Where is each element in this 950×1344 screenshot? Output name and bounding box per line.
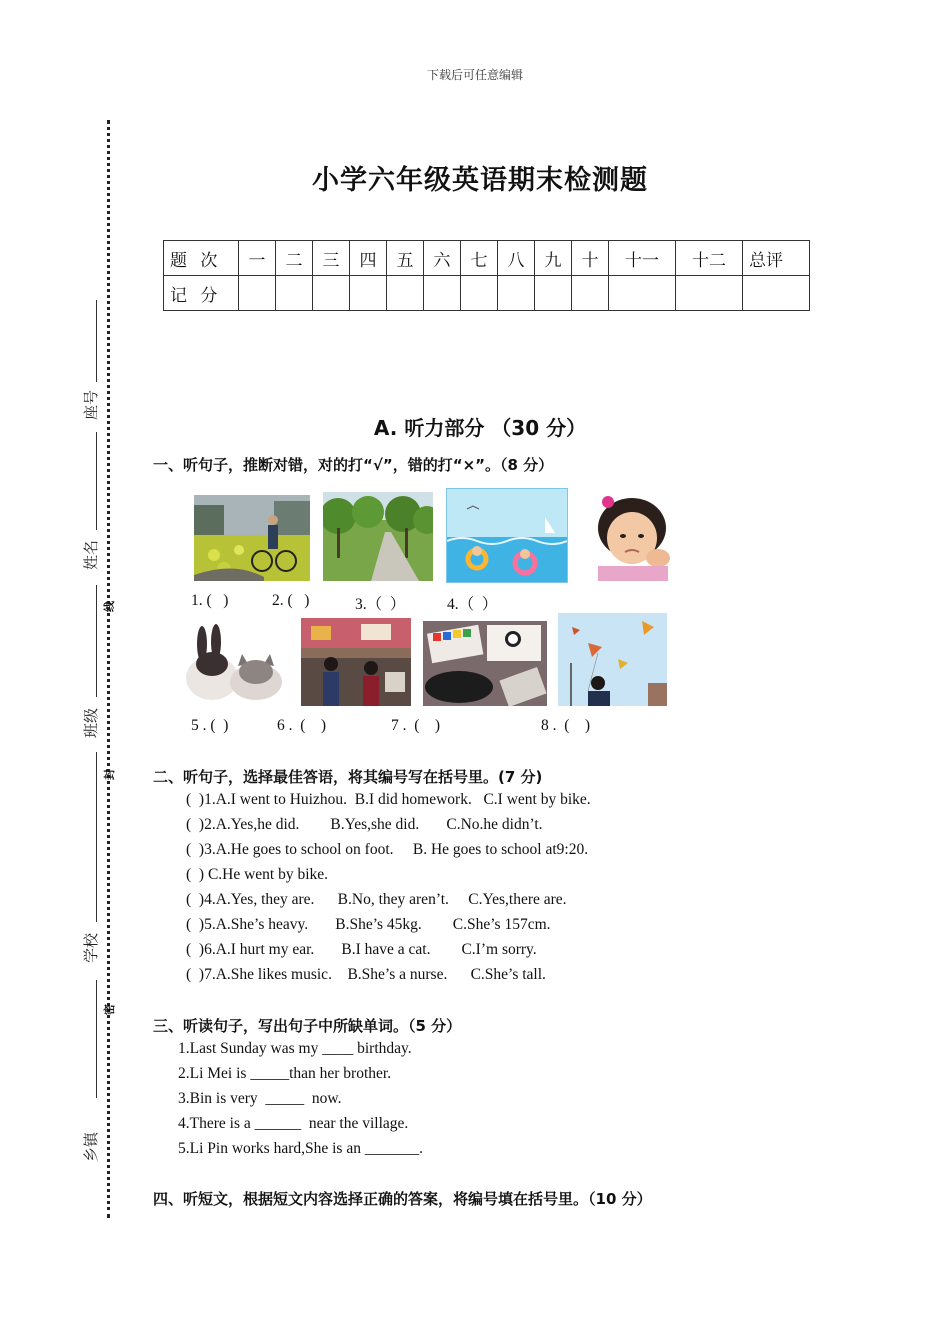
answer-label: 6 . ( ) bbox=[277, 717, 327, 734]
kites-flying-photo bbox=[558, 613, 667, 706]
sad-girl-photo bbox=[578, 492, 686, 581]
margin-rule bbox=[96, 752, 97, 922]
question-4-title: 四、听短文，根据短文内容选择正确的答案，将编号填在括号里。（10 分） bbox=[153, 1190, 652, 1208]
header-note: 下载后可任意编辑 bbox=[426, 68, 523, 82]
score-col: 八 bbox=[498, 241, 535, 276]
score-col: 十 bbox=[572, 241, 609, 276]
score-col: 总评 bbox=[743, 241, 810, 276]
score-cell[interactable] bbox=[276, 276, 313, 311]
score-cell[interactable] bbox=[535, 276, 572, 311]
score-cell[interactable] bbox=[350, 276, 387, 311]
q3-line: 5.Li Pin works hard,She is an _______. bbox=[178, 1140, 423, 1157]
score-cell[interactable] bbox=[313, 276, 350, 311]
score-col: 四 bbox=[350, 241, 387, 276]
answer-label: 5 . ( ) bbox=[191, 717, 229, 734]
q2-line: ( )2.A.Yes,he did. B.Yes,she did. C.No.he didn’t. bbox=[186, 816, 543, 833]
q3-line: 2.Li Mei is _____than her brother. bbox=[178, 1065, 392, 1082]
q2-line: ( )1.A.I went to Huizhou. B.I did homework. C.I went by bike. bbox=[186, 791, 591, 808]
question-3-title: 三、听读句子，写出句子中所缺单词。（5 分） bbox=[153, 1017, 462, 1035]
margin-rule bbox=[96, 585, 97, 697]
score-cell[interactable] bbox=[676, 276, 743, 311]
margin-rule bbox=[96, 980, 97, 1098]
answer-label: 3.（ ） bbox=[355, 596, 406, 613]
seal-char-secret: 密 bbox=[103, 1004, 116, 1015]
page-title: 小学六年级英语期末检测题 bbox=[312, 165, 648, 196]
margin-label-name: 姓名 bbox=[82, 539, 100, 570]
q3-line: 4.There is a ______ near the village. bbox=[178, 1115, 409, 1132]
answer-label: 7 . ( ) bbox=[391, 717, 441, 734]
score-cell[interactable] bbox=[424, 276, 461, 311]
score-col: 三 bbox=[313, 241, 350, 276]
score-col: 一 bbox=[239, 241, 276, 276]
question-1-title: 一、听句子，推断对错，对的打“√”，错的打“×”。（8 分） bbox=[153, 456, 554, 474]
seal-char-line: 线 bbox=[103, 601, 116, 612]
score-col: 五 bbox=[387, 241, 424, 276]
answer-label: 2. ( ) bbox=[272, 592, 310, 609]
q2-line: ( )5.A.She’s heavy. B.She’s 45kg. C.She’s 157cm. bbox=[186, 916, 551, 933]
paints-and-mascot-photo bbox=[423, 621, 547, 706]
score-cell[interactable] bbox=[609, 276, 676, 311]
question-2-title: 二、听句子，选择最佳答语，将其编号写在括号里。(7 分) bbox=[153, 768, 543, 786]
q3-line: 3.Bin is very _____ now. bbox=[178, 1090, 342, 1107]
score-col: 十一 bbox=[609, 241, 676, 276]
q2-line: ( )7.A.She likes music. B.She’s a nurse. C.She’s tall. bbox=[186, 966, 546, 983]
margin-label-class: 班级 bbox=[82, 707, 100, 738]
score-cell[interactable] bbox=[461, 276, 498, 311]
score-col: 六 bbox=[424, 241, 461, 276]
score-col: 十二 bbox=[676, 241, 743, 276]
cyclist-flowers-photo bbox=[194, 495, 310, 581]
answer-label: 8 . ( ) bbox=[541, 717, 591, 734]
margin-rule bbox=[96, 432, 97, 530]
binding-dotted-line bbox=[107, 120, 110, 1218]
score-table-header-row bbox=[164, 241, 810, 276]
margin-label-school: 学校 bbox=[82, 932, 100, 963]
score-cell[interactable] bbox=[498, 276, 535, 311]
q2-line: ( )3.A.He goes to school on foot. B. He goes to school at9:20. bbox=[186, 841, 589, 858]
score-table-row-head: 题 次 bbox=[164, 241, 239, 276]
section-a-heading: A. 听力部分 （30 分） bbox=[373, 416, 587, 440]
q2-line: ( )6.A.I hurt my ear. B.I have a cat. C.I’m sorry. bbox=[186, 941, 537, 958]
score-cell[interactable] bbox=[743, 276, 810, 311]
market-street-photo bbox=[301, 618, 411, 706]
q2-line: ( ) C.He went by bike. bbox=[186, 866, 329, 883]
margin-label-seat: 座号 bbox=[82, 389, 100, 420]
score-cell[interactable] bbox=[572, 276, 609, 311]
score-table-row-head: 记 分 bbox=[164, 276, 239, 311]
margin-rule bbox=[96, 300, 97, 382]
kids-swimming-cartoon bbox=[446, 488, 568, 583]
score-table bbox=[163, 240, 810, 311]
score-cell[interactable] bbox=[239, 276, 276, 311]
score-col: 九 bbox=[535, 241, 572, 276]
answer-label: 1. ( ) bbox=[191, 592, 229, 609]
tree-lined-road-photo bbox=[323, 492, 433, 581]
rabbit-and-cat-photo bbox=[176, 624, 288, 704]
q3-line: 1.Last Sunday was my ____ birthday. bbox=[178, 1040, 412, 1057]
score-cell[interactable] bbox=[387, 276, 424, 311]
seal-char-seal: 封 bbox=[103, 769, 116, 780]
answer-label: 4.（ ） bbox=[447, 596, 498, 613]
score-table-score-row bbox=[164, 276, 810, 311]
q2-line: ( )4.A.Yes, they are. B.No, they aren’t. C.Yes,there are. bbox=[186, 891, 567, 908]
score-col: 二 bbox=[276, 241, 313, 276]
score-col: 七 bbox=[461, 241, 498, 276]
margin-label-town: 乡镇 bbox=[82, 1131, 100, 1162]
